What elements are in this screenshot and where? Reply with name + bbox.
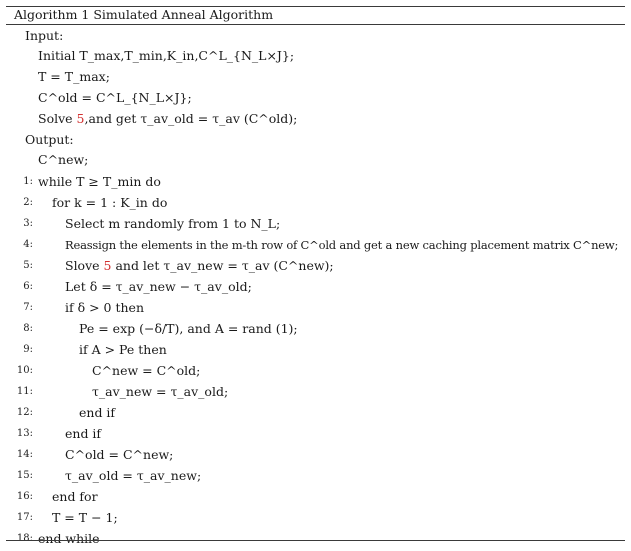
io-line-text: Solve 5,and get τ_av_old = τ_av (C^old);	[38, 111, 298, 126]
step-text: end while	[38, 531, 100, 546]
output-label: Output:	[25, 132, 74, 147]
step-text: end if	[65, 426, 102, 441]
step-text: τ_av_new = τ_av_old;	[92, 384, 229, 399]
line-number: 8:	[23, 323, 33, 334]
line-number: 12:	[16, 407, 33, 418]
io-line-text: C^new;	[38, 152, 89, 167]
step-text: while T ≥ T_min do	[38, 174, 161, 189]
step-text: if δ > 0 then	[65, 300, 144, 315]
line-number: 4:	[23, 239, 33, 250]
line-number: 6:	[23, 281, 33, 292]
line-number: 13:	[16, 428, 33, 439]
line-number: 16:	[16, 491, 33, 502]
line-number: 17:	[16, 512, 33, 523]
line-number: 5:	[23, 260, 33, 271]
title-rule	[6, 24, 625, 25]
line-number: 11:	[16, 386, 33, 397]
line-number: 18:	[16, 533, 33, 544]
equation-ref-link[interactable]: 5	[103, 258, 112, 273]
step-text: Select m randomly from 1 to N_L;	[65, 216, 281, 231]
line-number: 15:	[16, 470, 33, 481]
step-text: if A > Pe then	[79, 342, 167, 357]
step-text: T = T − 1;	[52, 510, 118, 525]
step-text: end for	[52, 489, 98, 504]
line-number: 3:	[23, 218, 33, 229]
step-text: end if	[79, 405, 116, 420]
algorithm-box	[6, 6, 625, 546]
io-line-text: C^old = C^L_{N_L×J};	[38, 90, 192, 105]
io-line-text: T = T_max;	[38, 69, 110, 84]
line-number: 7:	[23, 302, 33, 313]
line-number: 1:	[23, 176, 33, 187]
step-text: for k = 1 : K_in do	[52, 195, 168, 210]
io-line-text: Initial T_max,T_min,K_in,C^L_{N_L×J};	[38, 48, 295, 63]
line-number: 14:	[16, 449, 33, 460]
line-number: 2:	[23, 197, 33, 208]
algorithm-title: Algorithm 1 Simulated Anneal Algorithm	[14, 7, 274, 22]
line-number: 10:	[16, 365, 33, 376]
step-text: C^new = C^old;	[92, 363, 201, 378]
step-text: Reassign the elements in the m-th row of C^old and get a new caching placement matrix C^new;	[65, 238, 619, 252]
step-text: Slove 5 and let τ_av_new = τ_av (C^new);	[65, 258, 334, 273]
input-label: Input:	[25, 28, 64, 43]
equation-ref-link[interactable]: 5	[76, 111, 85, 126]
step-text: Pe = exp (−δ/T), and A = rand (1);	[79, 321, 298, 336]
step-text: τ_av_old = τ_av_new;	[65, 468, 202, 483]
line-number: 9:	[23, 344, 33, 355]
bottom-rule	[6, 540, 625, 541]
step-text: C^old = C^new;	[65, 447, 174, 462]
step-text: Let δ = τ_av_new − τ_av_old;	[65, 279, 252, 294]
